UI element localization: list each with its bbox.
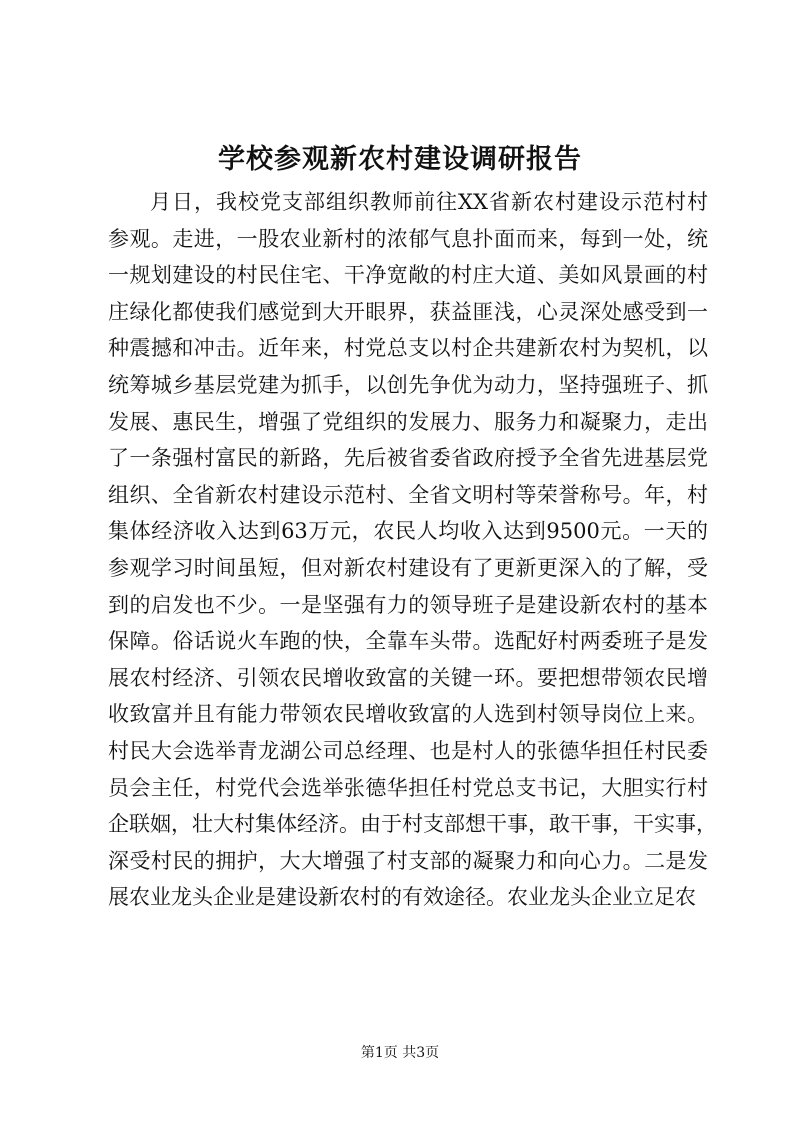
text-line: 发展、惠民生，增强了党组织的发展力、服务力和凝聚力，走出	[108, 409, 708, 434]
text-line: 保障。俗话说火车跑的快，全靠车头带。选配好村两委班子是发	[108, 629, 708, 654]
document-title: 学校参观新农村建设调研报告	[218, 144, 582, 175]
body-paragraph	[108, 184, 717, 916]
text-line: 统筹城乡基层党建为抓手，以创先争优为动力，坚持强班子、抓	[108, 372, 708, 397]
text-line: 深受村民的拥护，大大增强了村支部的凝聚力和向心力。二是发	[108, 848, 708, 873]
text-line: 参观。走进，一股农业新村的浓郁气息扑面而来，每到一处，统	[108, 226, 708, 251]
text-line: 参观学习时间虽短，但对新农村建设有了更新更深入的了解，受	[108, 555, 708, 580]
text-line: 村民大会选举青龙湖公司总经理、也是村人的张德华担任村民委	[108, 738, 708, 763]
text-line: 收致富并且有能力带领农民增收致富的人选到村领导岗位上来。	[108, 702, 708, 727]
text-line: 到的启发也不少。一是坚强有力的领导班子是建设新农村的基本	[108, 592, 708, 617]
text-line: 了一条强村富民的新路，先后被省委省政府授予全省先进基层党	[108, 446, 708, 471]
text-line: 展农村经济、引领农民增收致富的关键一环。要把想带领农民增	[108, 665, 708, 690]
text-line: 展农业龙头企业是建设新农村的有效途径。农业龙头企业立足农	[108, 885, 696, 910]
text-line: 集体经济收入达到63万元，农民人均收入达到9500元。一天的	[108, 519, 708, 544]
text-line: 组织、全省新农村建设示范村、全省文明村等荣誉称号。年，村	[108, 482, 708, 507]
text-line: 庄绿化都使我们感觉到大开眼界，获益匪浅，心灵深处感受到一	[108, 299, 708, 324]
text-line: 一规划建设的村民住宅、干净宽敞的村庄大道、美如风景画的村	[108, 263, 708, 288]
text-line: 种震撼和冲击。近年来，村党总支以村企共建新农村为契机，以	[108, 336, 708, 361]
page-footer: 第1页 共3页	[360, 1045, 440, 1061]
text-line: 企联姻，壮大村集体经济。由于村支部想干事，敢干事，干实事，	[108, 812, 717, 837]
text-line: 月日，我校党支部组织教师前往XX省新农村建设示范村村	[150, 190, 708, 214]
text-line: 员会主任，村党代会选举张德华担任村党总支书记，大胆实行村	[108, 775, 708, 800]
